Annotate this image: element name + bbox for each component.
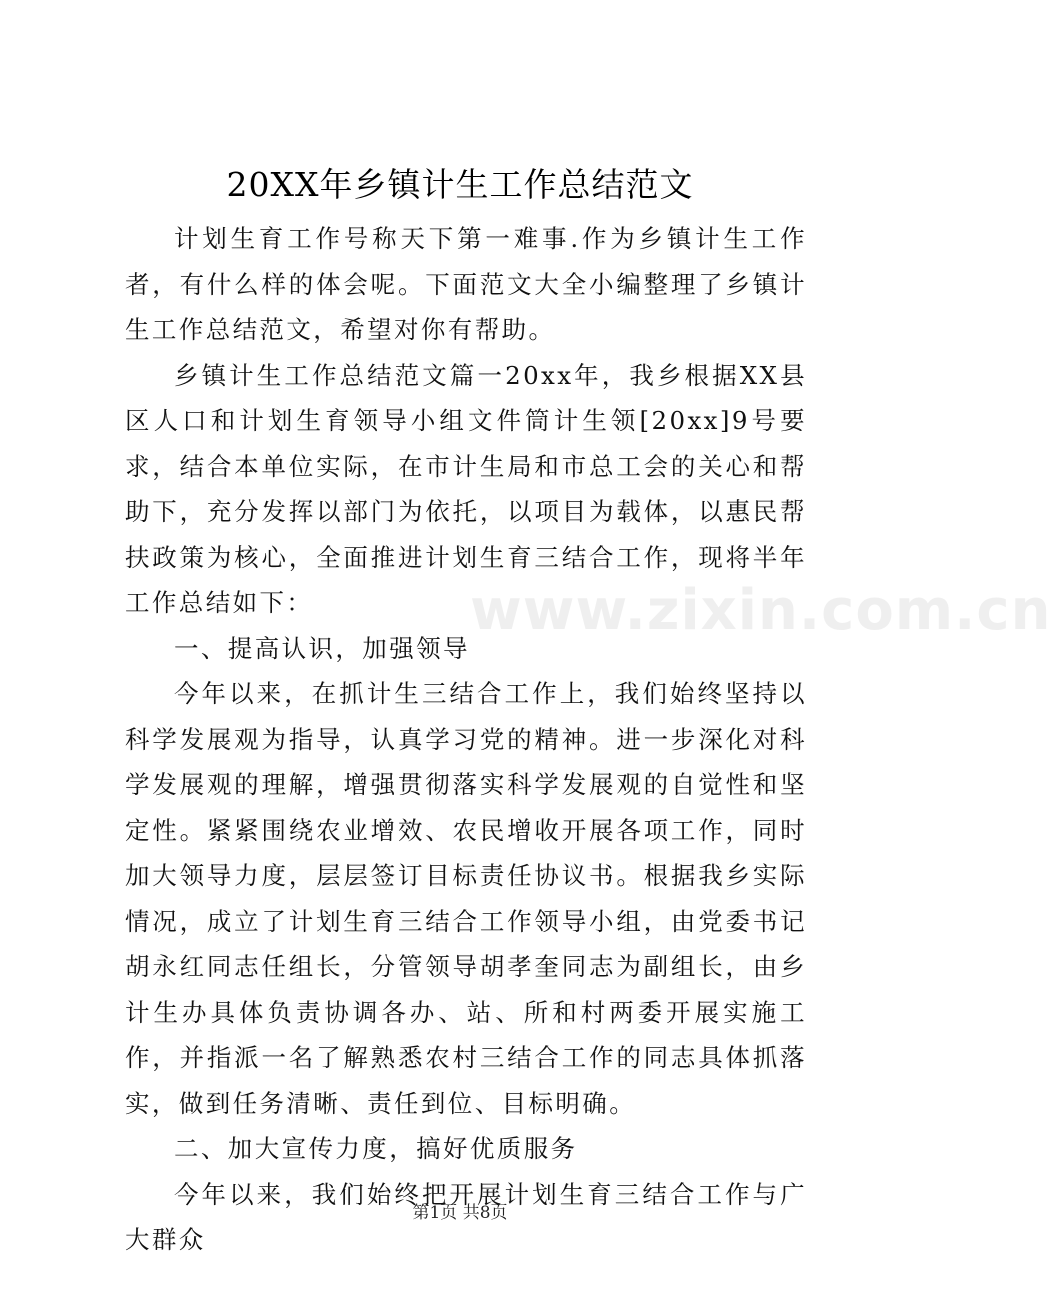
- paragraph-intro: 计划生育工作号称天下第一难事.作为乡镇计生工作者，有什么样的体会呢。下面范文大全小编整理了乡镇计生工作总结范文，希望对你有帮助。: [125, 224, 807, 344]
- document-title: 20XX年乡镇计生工作总结范文: [226, 165, 694, 204]
- document-body: [125, 216, 807, 1263]
- section-heading-1: 一、提高认识，加强领导: [174, 633, 470, 663]
- page-footer: 第1页 共8页: [412, 1203, 508, 1223]
- watermark: www.zixin.com.cn: [470, 578, 1052, 643]
- paragraph-section-2: 今年以来，我们始终把开展计划生育三结合工作与广大群众: [125, 1179, 807, 1254]
- section-heading-2: 二、加大宣传力度，搞好优质服务: [174, 1134, 578, 1163]
- paragraph-overview: 乡镇计生工作总结范文篇一20xx年，我乡根据XX县区人口和计划生育领导小组文件筒计生领[20xx]9号要求，结合本单位实际，在市计生局和市总工会的关心和帮助下，充分发挥以部门为依托，以项目为载体，以惠民帮扶政策为核心，全面推进计划生育三结合工作，现将半年工作总结如下：: [125, 360, 807, 617]
- paragraph-section-1: 今年以来，在抓计生三结合工作上，我们始终坚持以科学发展观为指导，认真学习党的精神。进一步深化对科学发展观的理解，增强贯彻落实科学发展观的自觉性和坚定性。紧紧围绕农业增效、农民增收开展各项工作，同时加大领导力度，层层签订目标责任协议书。根据我乡实际情况，成立了计划生育三结合工作领导小组，由党委书记胡永红同志任组长，分管领导胡孝奎同志为副组长，由乡计生办具体负责协调各办、站、所和村两委开展实施工作，并指派一名了解熟悉农村三结合工作的同志具体抓落实，做到任务清晰、责任到位、目标明确。: [125, 679, 807, 1118]
